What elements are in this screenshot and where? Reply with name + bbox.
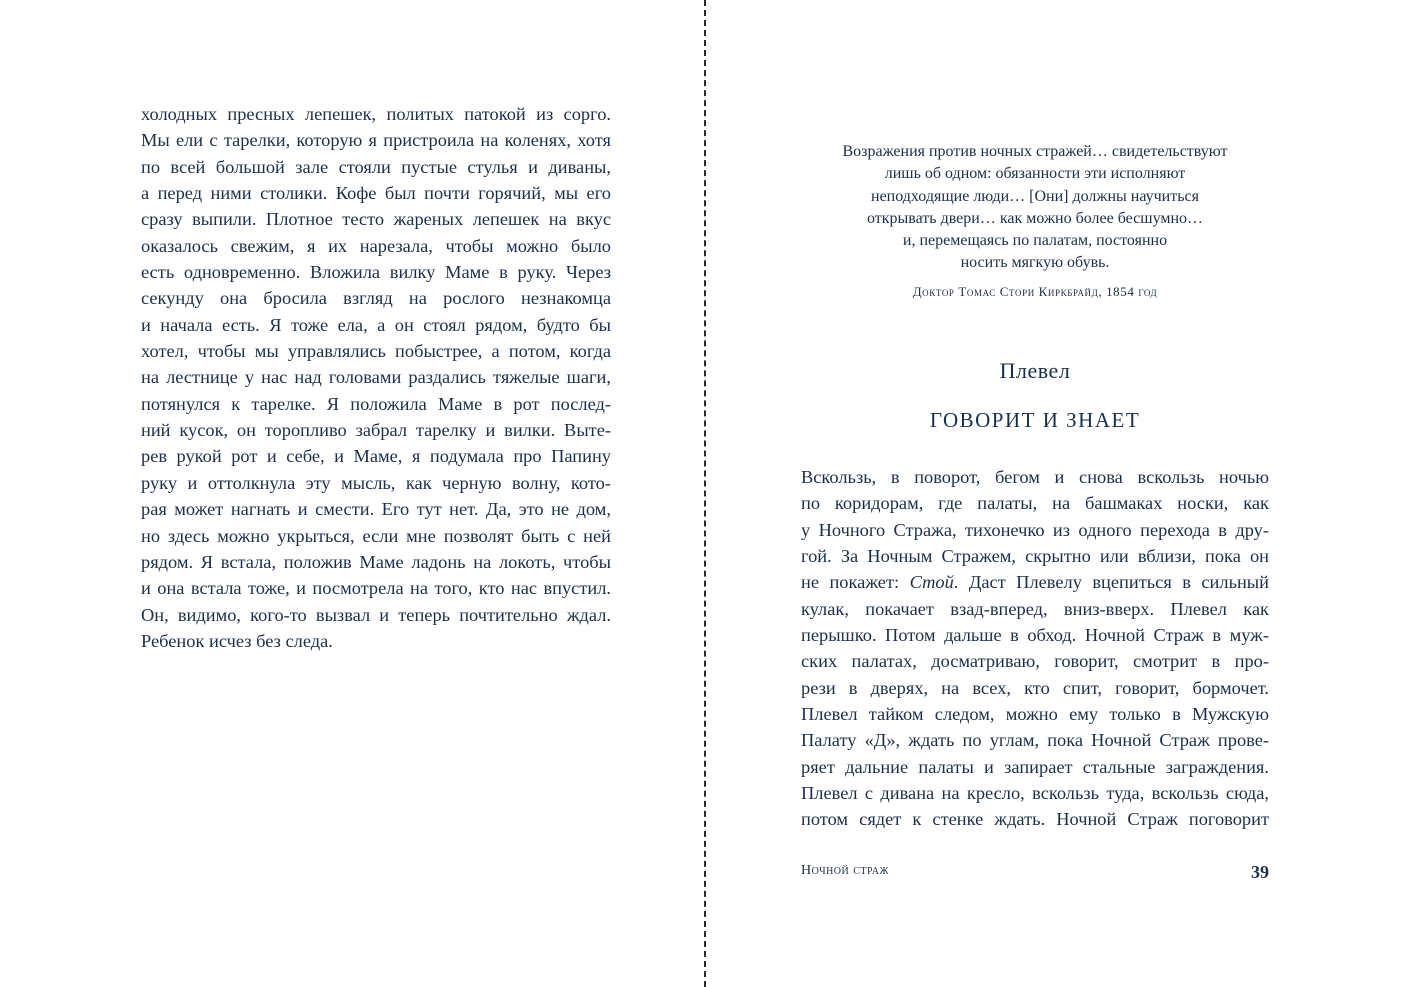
text-line: ряет дальние палаты и запирает стальные заграждения. <box>801 756 1269 777</box>
text-line: Плевел тайком следом, можно ему только в Мужскую <box>801 704 1269 725</box>
text-line: кулак, покачает взад-вперед, вниз-вверх. Плевел как <box>801 598 1269 619</box>
text-line: руку и оттолкнула эту мысль, как черную волну, кото- <box>141 472 611 493</box>
epigraph-line: Возражения против ночных стражей… свидетельствуют <box>842 143 1228 160</box>
text-line: ний кусок, он торопливо забрал тарелку и вилки. Выте- <box>141 420 611 441</box>
text-line: секунду она бросила взгляд на рослого незнакомца <box>141 288 611 309</box>
text-line: Плевел с дивана на кресло, вскользь туда, вскользь сюда, <box>801 783 1269 804</box>
text-line: Мы ели с тарелки, которую я пристроила на коленях, хотя <box>141 130 611 151</box>
text-line: а перед ними столики. Кофе был почти горячий, мы его <box>141 183 611 204</box>
text-line: потом сядет к стенке ждать. Ночной Страж поговорит <box>801 809 1269 830</box>
text-line: сразу выпили. Плотное тесто жареных лепешек на вкус <box>141 209 611 230</box>
text-line: по коридорам, где палаты, на башмаках носки, как <box>801 493 1269 514</box>
text-fragment: . Даст Плевелу вцепиться в сильный <box>953 572 1269 593</box>
text-line: Палату «Д», ждать по углам, пока Ночной Страж прове- <box>801 730 1269 751</box>
epigraph-line: носить мягкую обувь. <box>960 254 1110 272</box>
text-line: ских палатах, досматриваю, говорит, смотрит в про- <box>801 651 1269 672</box>
chapter-title: Плевел <box>999 358 1071 383</box>
text-line: на лестнице у нас над головами раздались тяжелые шаги, <box>141 367 611 388</box>
running-title: Ночной страж <box>801 863 889 878</box>
right-page <box>801 0 1269 987</box>
text-line: гой. За Ночным Стражем, скрытно или вблизи, пока он <box>801 546 1269 567</box>
epigraph-line: неподходящие люди… [Они] должны научиться <box>871 187 1199 205</box>
epigraph <box>761 141 1309 300</box>
text-line: и начала есть. Я тоже ела, а он стоял рядом, будто бы <box>141 314 611 335</box>
text-line: но здесь можно укрыться, если мне позволят быть с ней <box>141 525 611 546</box>
text-line: рези в дверях, на всех, кто спит, говорит, бормочет. <box>801 677 1269 698</box>
text-line: Вскользь, в поворот, бегом и снова вскользь ночью <box>801 467 1269 487</box>
text-line: и она встала тоже, и посмотрела на того, кто нас впустил. <box>141 578 611 599</box>
epigraph-attribution: Доктор Томас Стори Киркбрайд, 1854 год <box>912 283 1158 299</box>
text-line: холодных пресных лепешек, политых патокой из сорго. <box>141 104 611 124</box>
text-line: рая может нагнать и смести. Его тут нет. Да, это не дом, <box>141 499 611 520</box>
text-line: рядом. Я встала, положив Маме ладонь на локоть, чтобы <box>141 551 611 572</box>
left-page-text <box>141 101 611 654</box>
text-line: есть одновременно. Вложила вилку Маме в руку. Через <box>141 262 611 283</box>
text-line: хотел, чтобы мы управлялись побыстрее, а потом, когда <box>141 341 611 362</box>
epigraph-line: лишь об одном: обязанности эти исполняют <box>884 165 1186 183</box>
epigraph-line: открывать двери… как можно более бесшумно… <box>866 209 1204 227</box>
text-line: оказалось свежим, я их нарезала, чтобы можно было <box>141 235 611 256</box>
text-line: рев рукой рот и себе, и Маме, я подумала про Папину <box>141 446 611 467</box>
text-line: потянулся к тарелке. Я положила Маме в рот послед- <box>141 393 611 414</box>
page-fold-divider <box>704 0 706 987</box>
epigraph-line: и, перемещаясь по палатам, постоянно <box>902 232 1168 250</box>
text-fragment: не покажет: <box>801 572 910 593</box>
text-line: Он, видимо, кого-то вызвал и теперь почтительно ждал. <box>141 604 611 625</box>
italic-word: Стой <box>909 572 954 593</box>
right-page-text <box>801 464 1269 833</box>
text-line: Ребенок исчез без следа. <box>141 630 333 651</box>
page-number: 39 <box>1251 862 1269 882</box>
text-line: перышко. Потом дальше в обход. Ночной Страж в муж- <box>801 625 1269 646</box>
text-line: по всей большой зале стояли пустые стулья и диваны, <box>141 156 611 177</box>
text-line-with-italic <box>801 569 1269 595</box>
chapter-subtitle: ГОВОРИТ И ЗНАЕТ <box>929 408 1141 432</box>
text-line: у Ночного Стража, тихонечко из одного перехода в дру- <box>801 519 1269 540</box>
